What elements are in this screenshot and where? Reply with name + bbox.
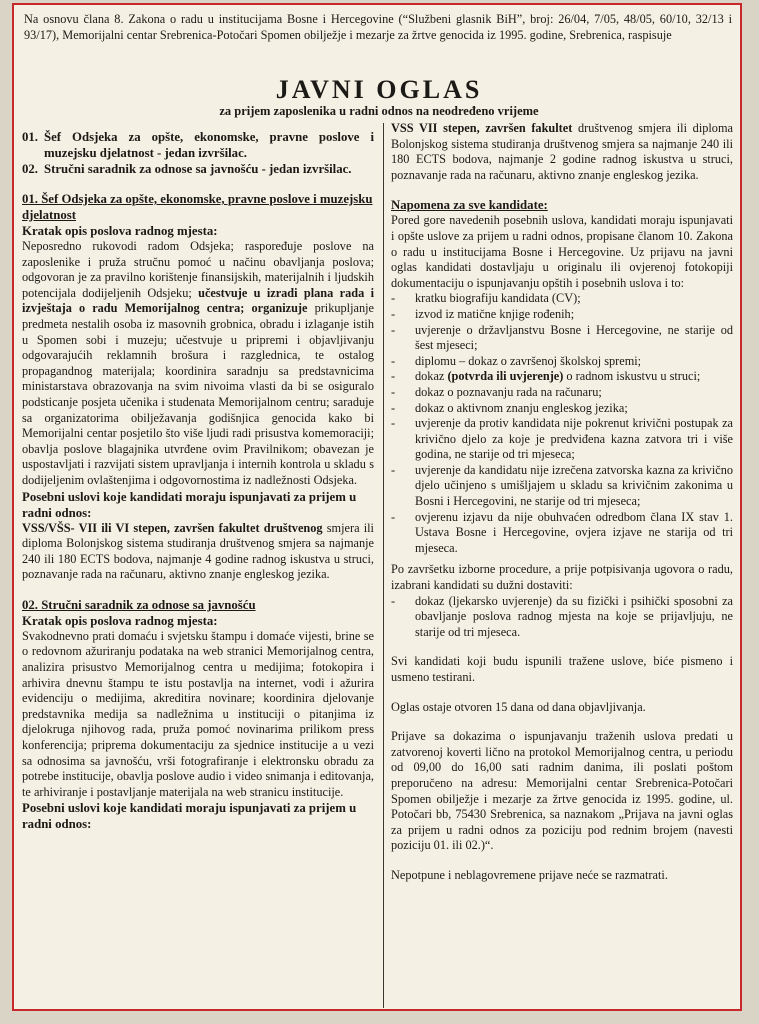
ad-subtitle: za prijem zaposlenika u radni odnos na neodređeno vrijeme <box>219 104 539 118</box>
section-02-title: 02. Stručni saradnik za odnose sa javnošću <box>22 597 256 612</box>
section-01-requirements-label: Posebni uslovi koje kandidati moraju ispunjavati za prijem u radni odnos: <box>22 489 357 520</box>
list-item: - kratku biografiju kandidata (CV); <box>391 291 581 306</box>
list-item: - izvod iz matične knjige rođenih; <box>391 306 575 321</box>
position-item-01: 01. Šef Odsjeka za opšte, ekonomske, pravne poslove i muzejsku djelatnost - jedan izvršilac. <box>22 130 374 160</box>
documents-list <box>391 291 733 556</box>
testing-paragraph: Svi kandidati koji budu ispunili tražene uslove, biće pismeno i usmeno testirani. <box>391 654 733 684</box>
section-01-title: 01. Šef Odsjeka za opšte, ekonomske, pravne poslove i muzejsku djelatnost <box>22 192 373 222</box>
list-item: - uvjerenje da kandidatu nije izrečena zatvorska kazna za krivično djelo učinjeno s umišljajem u skladu sa krivičnim zakonima u Bosni i Hercegovini, ne starije od tri mjeseca; <box>391 462 733 509</box>
section-02-requirements-label: Posebni uslovi koje kandidati moraju ispunjavati za prijem u radni odnos: <box>22 801 357 832</box>
job-advertisement <box>12 3 742 1011</box>
list-item: - ovjerenu izjavu da nije obuhvaćen odredbom člana IX stav 1. Ustava Bosne i Hercegovine, ovjera izjave ne starija od tri mjeseca. <box>391 509 733 555</box>
list-item: - dokaz (potvrda ili uvjerenje) o radnom iskustvu u struci; <box>391 369 701 384</box>
submission-paragraph: Prijave sa dokazima o ispunjavanju traženih uslova predati u zatvorenoj koverti lično na protokol Memorijalnog centra, u periodu od 09,00 do 16,00 sati radnim danima, ili poslati poštom preporučeno na adresu: Memorijalni centar Srebrenica-Potočari Spomen obilježje i mezarje za žrtve genocida iz 1995. godine, ul. Potočari bb, 75430 Srebrenica, sa naznakom „Prijava na javni oglas za prijem u radni odnos za poziciju pod rednim brojem (navesti poziciju 01. ili 02.)“. <box>391 729 733 853</box>
column-divider <box>383 123 384 1008</box>
section-02-duties: Svakodnevno prati domaću i svjetsku štampu i domaće vijesti, brine se o redovnom ažuriranju podataka na web stranici Memorijalnog centra, analizira prisustvo Memorijalnog centra u medijima; fotokopira i arhivira dnevnu štampu te istu postavlja na internet, vodi i ažurira evidenciju o medijima, akreditira novinare; koordinira djelovanje predstavnika medija sa nadležnima u instituciji o pitanjima iz djelokruga njihovog rada, pruža pomoć novinarima prilikom press konferencija; priprema dokumentaciju za sjednice institucije a u vezi sa odnosima sa javnošću, vrši fotografiranje i elektronsku obradu za potrebe institucije, obavlja poslove audio i video snimanja i editovanja, te arhiviranje i postavljanje materijala na web stranicu institucije. <box>22 628 374 799</box>
position-item-02: 02. Stručni saradnik za odnose sa javnošću - jedan izvršilac. <box>22 162 352 176</box>
incomplete-applications-note: Nepotpune i neblagovremene prijave neće se razmatrati. <box>391 867 668 882</box>
section-01-duties: Neposredno rukovodi radom Odsjeka; raspoređuje poslove na zaposlenike i pruža stručnu pomoć u načinu obavljanja poslova; odgovoran je za pravilno korištenje finansijskih, materijalnih i ljudskih potencijala dodijeljenih Odsjeku; učestvuje u izradi plana rada i izvještaja o radu Memorijalnog centra; organizuje prikupljanje predmeta nestalih osoba iz masovnih grobnica, obradu i izlaganje istih u Spomen sobi i muzeju; učestvuje u pripremi i objavljivanju odgovarajućih reklamnih brošura i razglednica, te ostalog propagandnog materijala; koordinira saradnju sa predstavnicima ministarstava obrazovanja na svim nivoima vlasti da bi se osiguralo podsticanje posjeta učenika i studenata Memorijalnom centru; saraduje sa organizatorima obilježavanja godišnjica genocida kako bi Memorijalni centar posjetilo što više ljudi radi prisustva komemoraciji; obavlja poslove blagajnika utvrđene ovim Pravilnikom; obavezan je uspostavljati i razvijati sistem upravljanja i internih kontrola u skladu s dodijeljenim ovlaštenjima i odgovornostima iz nadležnosti Odsjeka. <box>22 239 374 487</box>
deadline-paragraph: Oglas ostaje otvoren 15 dana od dana objavljivanja. <box>391 699 646 714</box>
list-item: - dokaz o aktivnom znanju engleskog jezika; <box>391 400 628 415</box>
section-02-requirements: VSS VII stepen, završen fakultet društvenog smjera ili diploma Bolonjskog sistema studiranja društvenog smjera sa najmanje 240 ili 180 ECTS bodova, najmanje 2 godine radnog iskustva u struci, poznavanje rada na računaru, aktivno znanje engleskog jezika. <box>391 121 733 182</box>
list-item: - dokaz (ljekarsko uvjerenje) da su fizički i psihički sposobni za obavljanje poslova radnog mjesta na koje se prijavljuju, ne starije od tri mjeseca. <box>391 593 733 639</box>
list-item: - diplomu – dokaz o završenoj školskoj spremi; <box>391 353 642 368</box>
note-paragraph-1: Pored gore navedenih posebnih uslova, kandidati moraju ispunjavati i opšte uslove za prijem u radni odnos, propisane članom 10. Zakona o radu u institucijama Bosne i Hercegovine. Uz prijavu na javni oglas kandidati dostavljaju u originalu ili ovjerenoj fotokopiji dokumentaciju o ispunjavanju opštih i posebnih uslova i to: <box>391 213 733 290</box>
list-item: - uvjerenje da protiv kandidata nije pokrenut krivični postupak za krivično djelo za koje je predviđena kazna zatvora tri i više godina, ne starije od tri mjeseca; <box>391 416 733 462</box>
note-paragraph-2: Po završetku izborne procedure, a prije potpisivanja ugovora o radu, izabrani kandidati su dužni dostaviti: <box>391 562 733 593</box>
section-02-duties-label: Kratak opis poslova radnog mjesta: <box>22 613 218 628</box>
left-column <box>22 121 374 832</box>
intro-paragraph: Na osnovu člana 8. Zakona o radu u institucijama Bosne i Hercegovine (“Službeni glasnik BiH”, broj: 26/04, 7/05, 48/05, 60/10, 32/13 i 93/17), Memorijalni centar Srebrenica-Potočari Spomen obilježje i mezarje za žrtve genocida iz 1995. godine, Srebrenica, raspisuje <box>24 12 732 42</box>
section-01-requirements: VSS/VŠS- VII ili VI stepen, završen fakultet društvenog smjera ili diploma Bolonjskog sistema studiranja društvenog smjera sa najmanje 240 ili 180 ECTS bodova, najmanje 4 godine radnog iskustva u struci, poznavanje rada na računaru, aktivno znanje engleskog jezika. <box>22 520 374 582</box>
ad-title: JAVNI OGLAS <box>275 75 483 104</box>
note-title: Napomena za sve kandidate: <box>391 198 548 213</box>
section-01-duties-label: Kratak opis poslova radnog mjesta: <box>22 224 218 238</box>
list-item: - uvjerenje o državljanstvu Bosne i Hercegovine, ne starije od šest mjeseci; <box>391 322 733 353</box>
list-item: - dokaz o poznavanju rada na računaru; <box>391 384 602 399</box>
post-selection-list <box>391 594 733 641</box>
right-column <box>391 121 733 884</box>
